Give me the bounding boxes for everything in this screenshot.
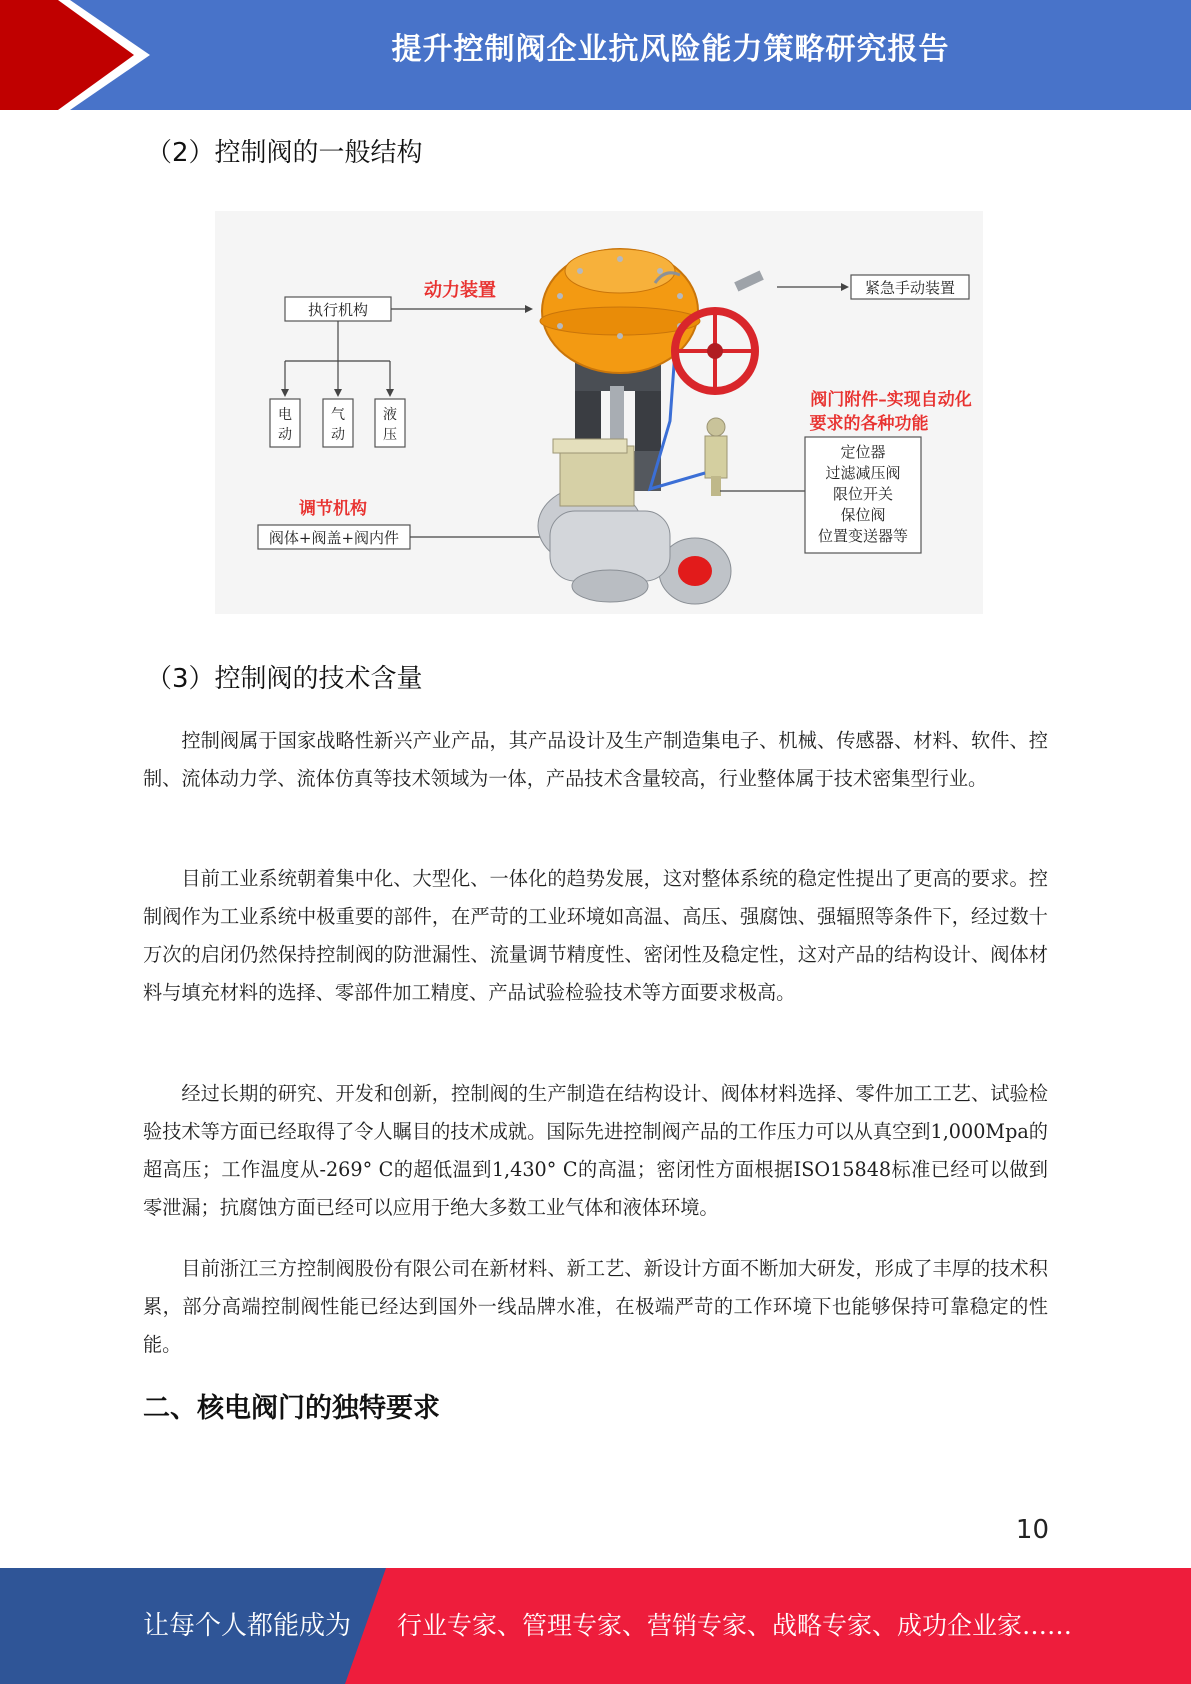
header-red-arrow (0, 0, 160, 110)
actuator-label: 执行机构 (307, 301, 369, 319)
paragraph: 目前工业系统朝着集中化、大型化、一体化的趋势发展，这对整体系统的稳定性提出了更高的要求。控制阀作为工业系统中极重要的部件，在严苛的工业环境如高温、高压、强腐蚀、强辐照等条件下，经过数十万次的启闭仍然保持控制阀的防泄漏性、流量调节精度性、密闭性及稳定性，这对产品的结构设计、阀体材料与填充材料的选择、零部件加工精度、产品试验检验技术等方面要求极高。 (143, 867, 1048, 1004)
paragraph: 经过长期的研究、开发和创新，控制阀的生产制造在结构设计、阀体材料选择、零件加工工艺、试验检验技术等方面已经取得了令人瞩目的技术成就。国际先进控制阀产品的工作压力可以从真空到1,000Mpa的超高压；工作温度从-269° C的超低温到1,430° C的高温；密闭性方面根据ISO15848标准已经可以做到零泄漏；抗腐蚀方面已经可以应用于绝大多数工业气体和液体环境。 (143, 1082, 1048, 1219)
footer-slogan-right: 行业专家、管理专家、营销专家、战略专家、成功企业家…… (397, 1611, 1073, 1640)
accessory-item: 限位开关 (832, 485, 894, 503)
paragraph: 目前浙江三方控制阀股份有限公司在新材料、新工艺、新设计方面不断加大研发，形成了丰厚的技术积累，部分高端控制阀性能已经达到国外一线品牌水准，在极端严苛的工作环境下也能够保持可靠稳定的性能。 (143, 1257, 1048, 1356)
accessory-item: 位置变送器等 (817, 527, 909, 545)
section-heading-structure: （2）控制阀的一般结构 (146, 138, 423, 168)
section-heading-technology: （3）控制阀的技术含量 (146, 664, 423, 694)
accessory-item: 过滤减压阀 (825, 464, 901, 482)
page-number: 10 (1015, 1515, 1049, 1545)
accessory-item: 定位器 (840, 443, 886, 461)
svg-text:液: 液 (383, 407, 397, 423)
control-valve-illustration (538, 249, 764, 604)
svg-text:电: 电 (278, 407, 292, 423)
svg-text:动: 动 (278, 427, 292, 443)
accessory-title-line2: 要求的各种功能 (809, 414, 929, 434)
power-label: 动力装置 (424, 280, 496, 301)
section-heading-nuclear: 二、核电阀门的独特要求 (143, 1393, 440, 1424)
paragraph: 控制阀属于国家战略性新兴产业产品，其产品设计及生产制造集电子、机械、传感器、材料、软件、控制、流体动力学、流体仿真等技术领域为一体，产品技术含量较高，行业整体属于技术密集型行业。 (143, 729, 1048, 790)
accessory-title-line1: 阀门附件–实现自动化 (810, 390, 972, 410)
svg-text:动: 动 (331, 427, 345, 443)
manual-label: 紧急手动装置 (864, 279, 956, 297)
footer-slogan-left: 让每个人都能成为 (143, 1611, 352, 1641)
svg-text:压: 压 (383, 427, 397, 443)
valve-diagram (215, 211, 983, 614)
body-label: 阀体+阀盖+阀内件 (268, 529, 400, 547)
accessory-item: 保位阀 (840, 506, 886, 524)
svg-text:气: 气 (331, 407, 345, 423)
regulating-label: 调节机构 (299, 499, 367, 519)
power-arrow-head (525, 305, 533, 313)
report-title: 提升控制阀企业抗风险能力策略研究报告 (391, 32, 950, 67)
valve-structure-figure (215, 211, 983, 614)
